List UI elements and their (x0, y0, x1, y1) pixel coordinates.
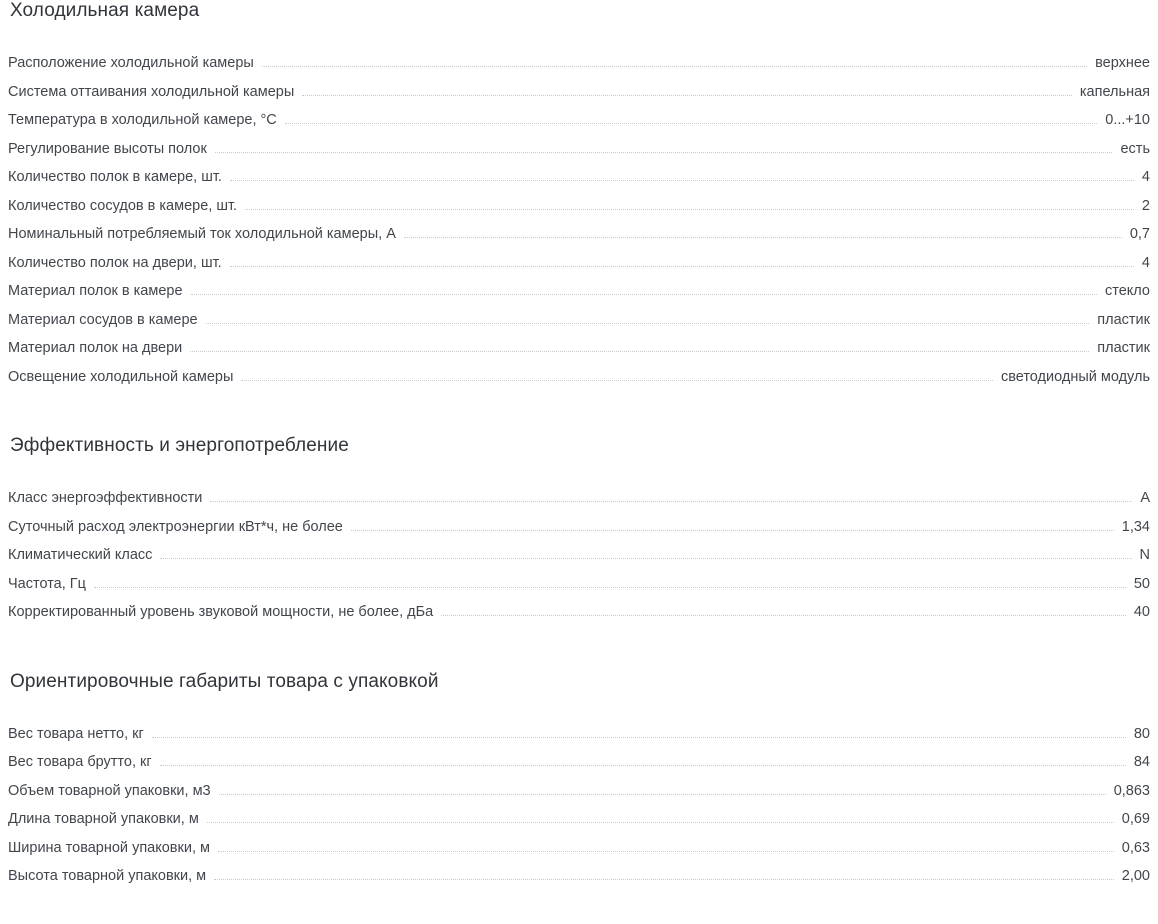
spec-row (8, 834, 1150, 863)
spec-value: верхнее (1095, 55, 1150, 71)
spec-value: светодиодный модуль (1000, 368, 1150, 385)
dot-leader (207, 821, 1114, 823)
spec-value: 2 (1141, 197, 1150, 214)
spec-name: Регулирование высоты полок (8, 140, 207, 157)
spec-value: 50 (1133, 575, 1150, 592)
spec-row (8, 249, 1150, 278)
spec-name: Суточный расход электроэнергии кВт*ч, не более (8, 518, 343, 535)
spec-name: Вес товара нетто, кг (8, 725, 144, 742)
spec-name: Расположение холодильной камеры (8, 55, 254, 71)
spec-row (8, 748, 1150, 777)
spec-name: Климатический класс (8, 547, 153, 563)
section-title: Эффективность и энергопотребление (10, 435, 349, 456)
spec-name: Система оттаивания холодильной камеры (8, 83, 295, 100)
spec-section-package-dimensions (0, 671, 1158, 891)
spec-section-efficiency (0, 435, 1158, 627)
dot-leader (262, 65, 1087, 67)
spec-value: 80 (1133, 725, 1150, 742)
spec-name: Материал полок в камере (8, 283, 183, 299)
spec-name: Вес товара брутто, кг (8, 754, 152, 770)
spec-row (8, 570, 1150, 599)
dot-leader (404, 236, 1122, 238)
spec-list (8, 484, 1150, 627)
spec-name: Класс энергоэффективности (8, 490, 203, 506)
spec-row (8, 192, 1150, 221)
spec-row (8, 777, 1150, 806)
spec-row (8, 49, 1150, 78)
spec-name: Количество полок на двери, шт. (8, 254, 222, 271)
dot-leader (302, 94, 1072, 96)
spec-value: есть (1120, 140, 1150, 157)
spacer (8, 457, 1150, 484)
spec-value: капельная (1079, 83, 1150, 100)
spec-row (8, 163, 1150, 192)
dot-leader (206, 322, 1090, 324)
section-title: Холодильная камера (10, 0, 200, 21)
spec-row (8, 78, 1150, 107)
spec-row (8, 106, 1150, 135)
spec-value: 0...+10 (1105, 112, 1150, 128)
spec-row (8, 862, 1150, 891)
spec-name: Корректированный уровень звуковой мощности, не более, дБа (8, 604, 434, 620)
spec-name: Температура в холодильной камере, °C (8, 112, 277, 128)
spec-value: 40 (1133, 604, 1150, 620)
dot-leader (190, 350, 1089, 352)
dot-leader (441, 614, 1126, 616)
dot-leader (230, 265, 1134, 267)
spec-section-refrigerator-compartment (0, 0, 1158, 391)
spec-name: Длина товарной упаковки, м (8, 811, 199, 827)
spec-row (8, 363, 1150, 392)
spec-value: 4 (1141, 169, 1150, 185)
spec-value: пластик (1097, 311, 1150, 328)
spec-row (8, 306, 1150, 335)
spec-value: 2,00 (1121, 868, 1150, 884)
spacer (0, 391, 1158, 435)
spec-value: стекло (1105, 283, 1150, 299)
spec-value: 84 (1133, 754, 1150, 770)
dot-leader (210, 500, 1132, 502)
spec-value: A (1140, 490, 1150, 506)
spacer (8, 693, 1150, 720)
spec-value: 0,69 (1121, 811, 1150, 827)
spec-value: пластик (1097, 340, 1150, 356)
spec-row (8, 334, 1150, 363)
spec-row (8, 135, 1150, 164)
dot-leader (152, 736, 1126, 738)
spec-list (8, 49, 1150, 391)
spec-name: Количество полок в камере, шт. (8, 169, 222, 185)
spec-row (8, 598, 1150, 627)
spec-value: 0,63 (1121, 839, 1150, 856)
dot-leader (214, 878, 1114, 880)
dot-leader (230, 179, 1134, 181)
spec-value: N (1139, 547, 1150, 563)
dot-leader (218, 850, 1114, 852)
spec-name: Материал полок на двери (8, 340, 183, 356)
spec-row (8, 220, 1150, 249)
dot-leader (219, 793, 1106, 795)
spec-value: 0,863 (1113, 782, 1150, 799)
spec-name: Частота, Гц (8, 575, 86, 592)
spec-value: 4 (1141, 254, 1150, 271)
spec-name: Ширина товарной упаковки, м (8, 839, 210, 856)
spacer (0, 627, 1158, 671)
spec-name: Освещение холодильной камеры (8, 368, 234, 385)
spec-name: Номинальный потребляемый ток холодильной камеры, А (8, 226, 396, 242)
spec-name: Материал сосудов в камере (8, 311, 198, 328)
spec-name: Количество сосудов в камере, шт. (8, 197, 238, 214)
spec-row (8, 805, 1150, 834)
dot-leader (245, 208, 1134, 210)
dot-leader (160, 557, 1131, 559)
spec-row (8, 277, 1150, 306)
dot-leader (351, 529, 1114, 531)
dot-leader (160, 764, 1126, 766)
dot-leader (285, 122, 1097, 124)
dot-leader (191, 293, 1097, 295)
spec-name: Объем товарной упаковки, м3 (8, 782, 211, 799)
spacer (8, 22, 1150, 49)
spec-value: 0,7 (1129, 226, 1150, 242)
dot-leader (215, 151, 1113, 153)
spec-value: 1,34 (1121, 518, 1150, 535)
spec-row (8, 541, 1150, 570)
dot-leader (94, 586, 1126, 588)
section-title: Ориентировочные габариты товара с упаковкой (10, 670, 439, 692)
spec-name: Высота товарной упаковки, м (8, 868, 207, 884)
spec-row (8, 720, 1150, 749)
spec-list (8, 720, 1150, 891)
spec-row (8, 513, 1150, 542)
dot-leader (241, 379, 993, 381)
spec-row (8, 484, 1150, 513)
